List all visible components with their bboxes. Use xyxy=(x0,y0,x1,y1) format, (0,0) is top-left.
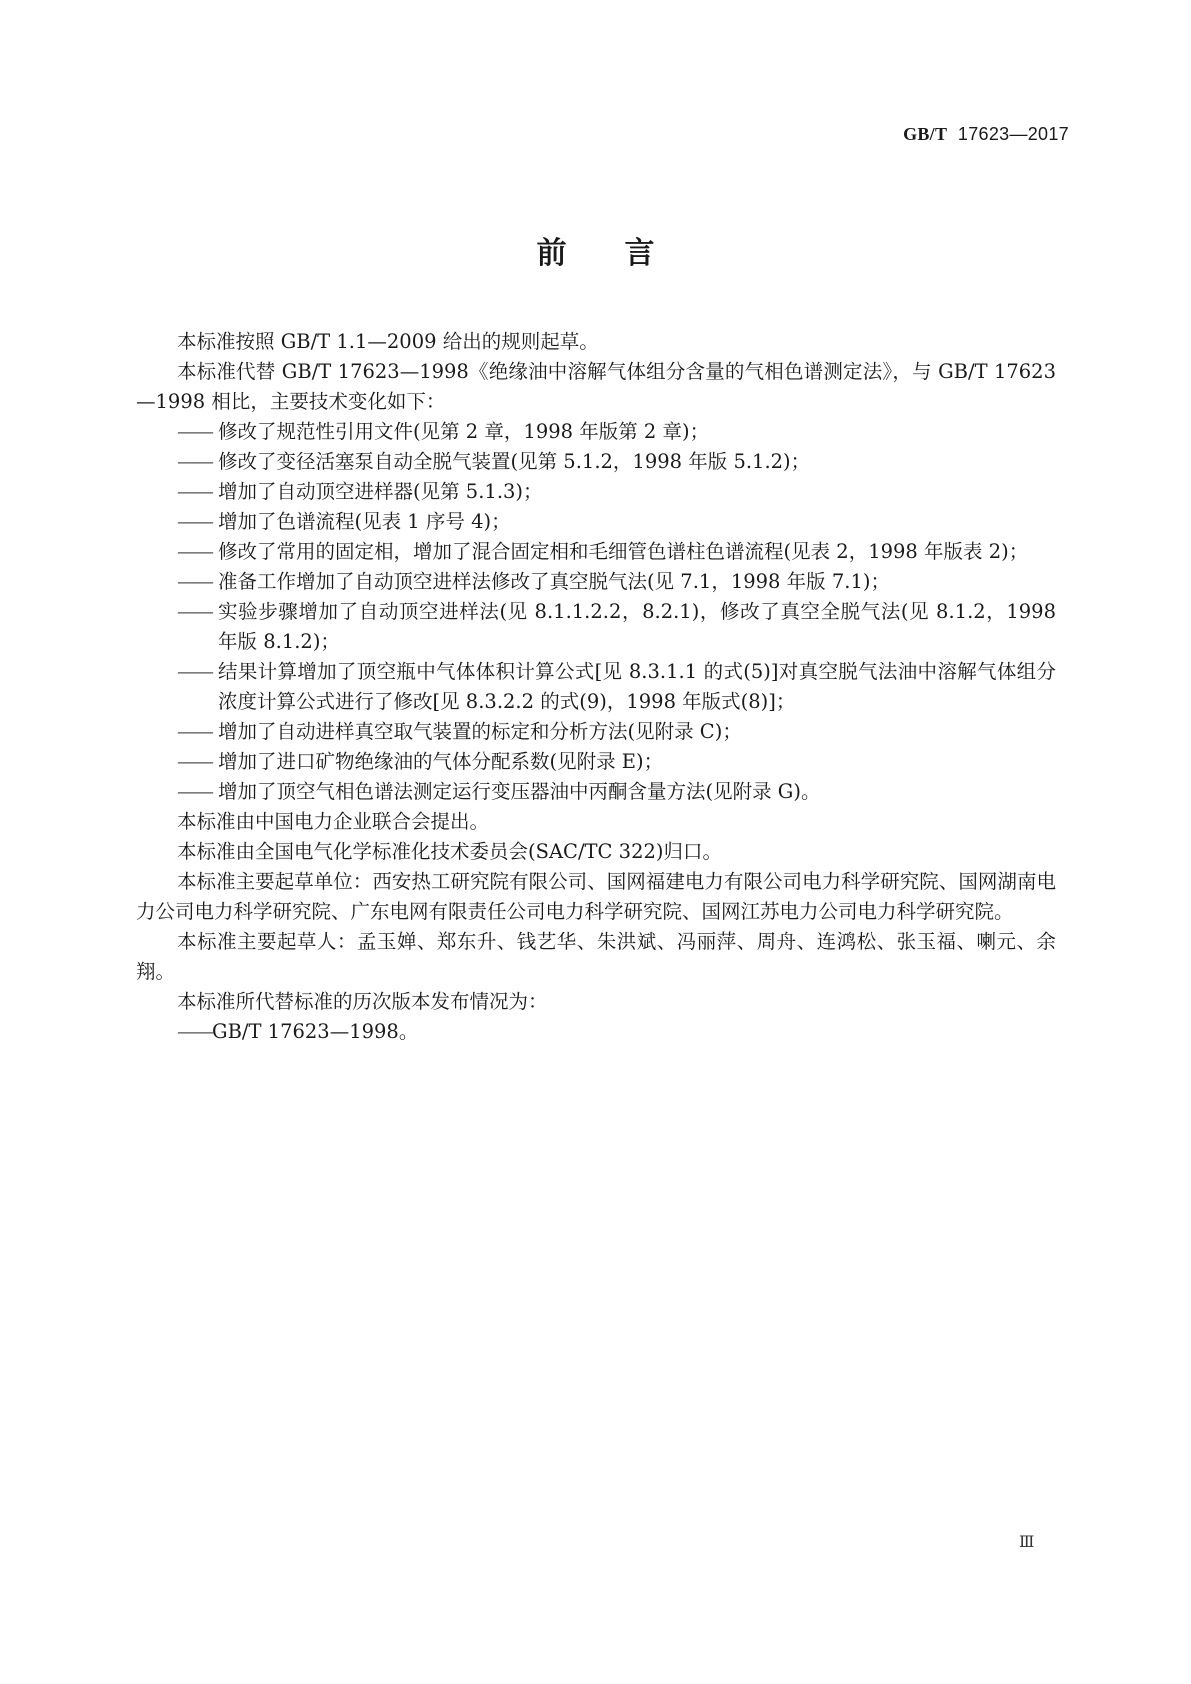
dash-bullet: —— xyxy=(177,1020,212,1043)
list-item: —— 增加了顶空气相色谱法测定运行变压器油中丙酮含量方法(见附录 G)。 xyxy=(136,777,1056,807)
paragraph-drafting-rules: 本标准按照 GB/T 1.1—2009 给出的规则起草。 xyxy=(177,330,599,353)
page-title xyxy=(0,228,1191,272)
standard-prefix: GB/T xyxy=(903,124,948,144)
list-item: —— 增加了色谱流程(见表 1 序号 4)； xyxy=(136,507,1056,537)
history-item: ——GB/T 17623—1998。 xyxy=(177,1020,419,1043)
list-item: —— 准备工作增加了自动顶空进样法修改了真空脱气法(见 7.1，1998 年版 7.1)； xyxy=(136,567,1056,597)
paragraph-proposed-by: 本标准由中国电力企业联合会提出。 xyxy=(177,810,490,833)
dash-bullet: —— xyxy=(177,570,212,593)
dash-bullet: —— xyxy=(177,780,212,803)
title-char-2: 言 xyxy=(624,236,655,271)
paragraph-centralized-by: 本标准由全国电气化学标准化技术委员会(SAC/TC 322)归口。 xyxy=(177,840,722,863)
paragraph-replaces: 本标准代替 GB/T 17623—1998《绝缘油中溶解气体组分含量的气相色谱测定法》，与 GB/T 17623—1998 相比，主要技术变化如下： xyxy=(136,360,1056,413)
dash-bullet: —— xyxy=(177,510,212,533)
list-item: —— 结果计算增加了顶空瓶中气体体积计算公式[见 8.3.1.1 的式(5)]对真空脱气法油中溶解气体组分浓度计算公式进行了修改[见 8.3.2.2 的式(9)，1998 年版式(8)]； xyxy=(136,657,1056,717)
list-item: —— 实验步骤增加了自动顶空进样法(见 8.1.1.2.2，8.2.1)，修改了真空全脱气法(见 8.1.2，1998 年版 8.1.2)； xyxy=(136,597,1056,657)
list-item: —— 修改了规范性引用文件(见第 2 章，1998 年版第 2 章)； xyxy=(136,417,1056,447)
dash-bullet: —— xyxy=(177,750,212,773)
dash-bullet: —— xyxy=(177,540,212,563)
paragraph-drafting-units: 本标准主要起草单位：西安热工研究院有限公司、国网福建电力有限公司电力科学研究院、国网湖南电力公司电力科学研究院、广东电网有限责任公司电力科学研究院、国网江苏电力公司电力科学研究院。 xyxy=(136,870,1056,923)
list-item: —— 增加了进口矿物绝缘油的气体分配系数(见附录 E)； xyxy=(136,747,1056,777)
standard-number-header xyxy=(903,124,1069,145)
list-item: —— 修改了常用的固定相，增加了混合固定相和毛细管色谱柱色谱流程(见表 2，1998 年版表 2)； xyxy=(136,537,1056,567)
page-number: Ⅲ xyxy=(1019,1532,1035,1551)
dash-bullet: —— xyxy=(177,600,212,623)
title-char-1: 前 xyxy=(536,236,567,271)
dash-bullet: —— xyxy=(177,420,212,443)
paragraph-drafters: 本标准主要起草人：孟玉婵、郑东升、钱艺华、朱洪斌、冯丽萍、周舟、连鸿松、张玉福、喇元、余翔。 xyxy=(136,930,1056,983)
dash-bullet: —— xyxy=(177,720,212,743)
list-item: —— 增加了自动顶空进样器(见第 5.1.3)； xyxy=(136,477,1056,507)
dash-bullet: —— xyxy=(177,480,212,503)
paragraph-history-intro: 本标准所代替标准的历次版本发布情况为： xyxy=(177,990,548,1013)
document-body xyxy=(136,327,1056,1047)
list-item: —— 增加了自动进样真空取气装置的标定和分析方法(见附录 C)； xyxy=(136,717,1056,747)
list-item: —— 修改了变径活塞泵自动全脱气装置(见第 5.1.2，1998 年版 5.1.2)； xyxy=(136,447,1056,477)
changes-list xyxy=(136,417,1056,807)
dash-bullet: —— xyxy=(177,660,212,683)
dash-bullet: —— xyxy=(177,450,212,473)
standard-number: 17623—2017 xyxy=(957,124,1069,144)
